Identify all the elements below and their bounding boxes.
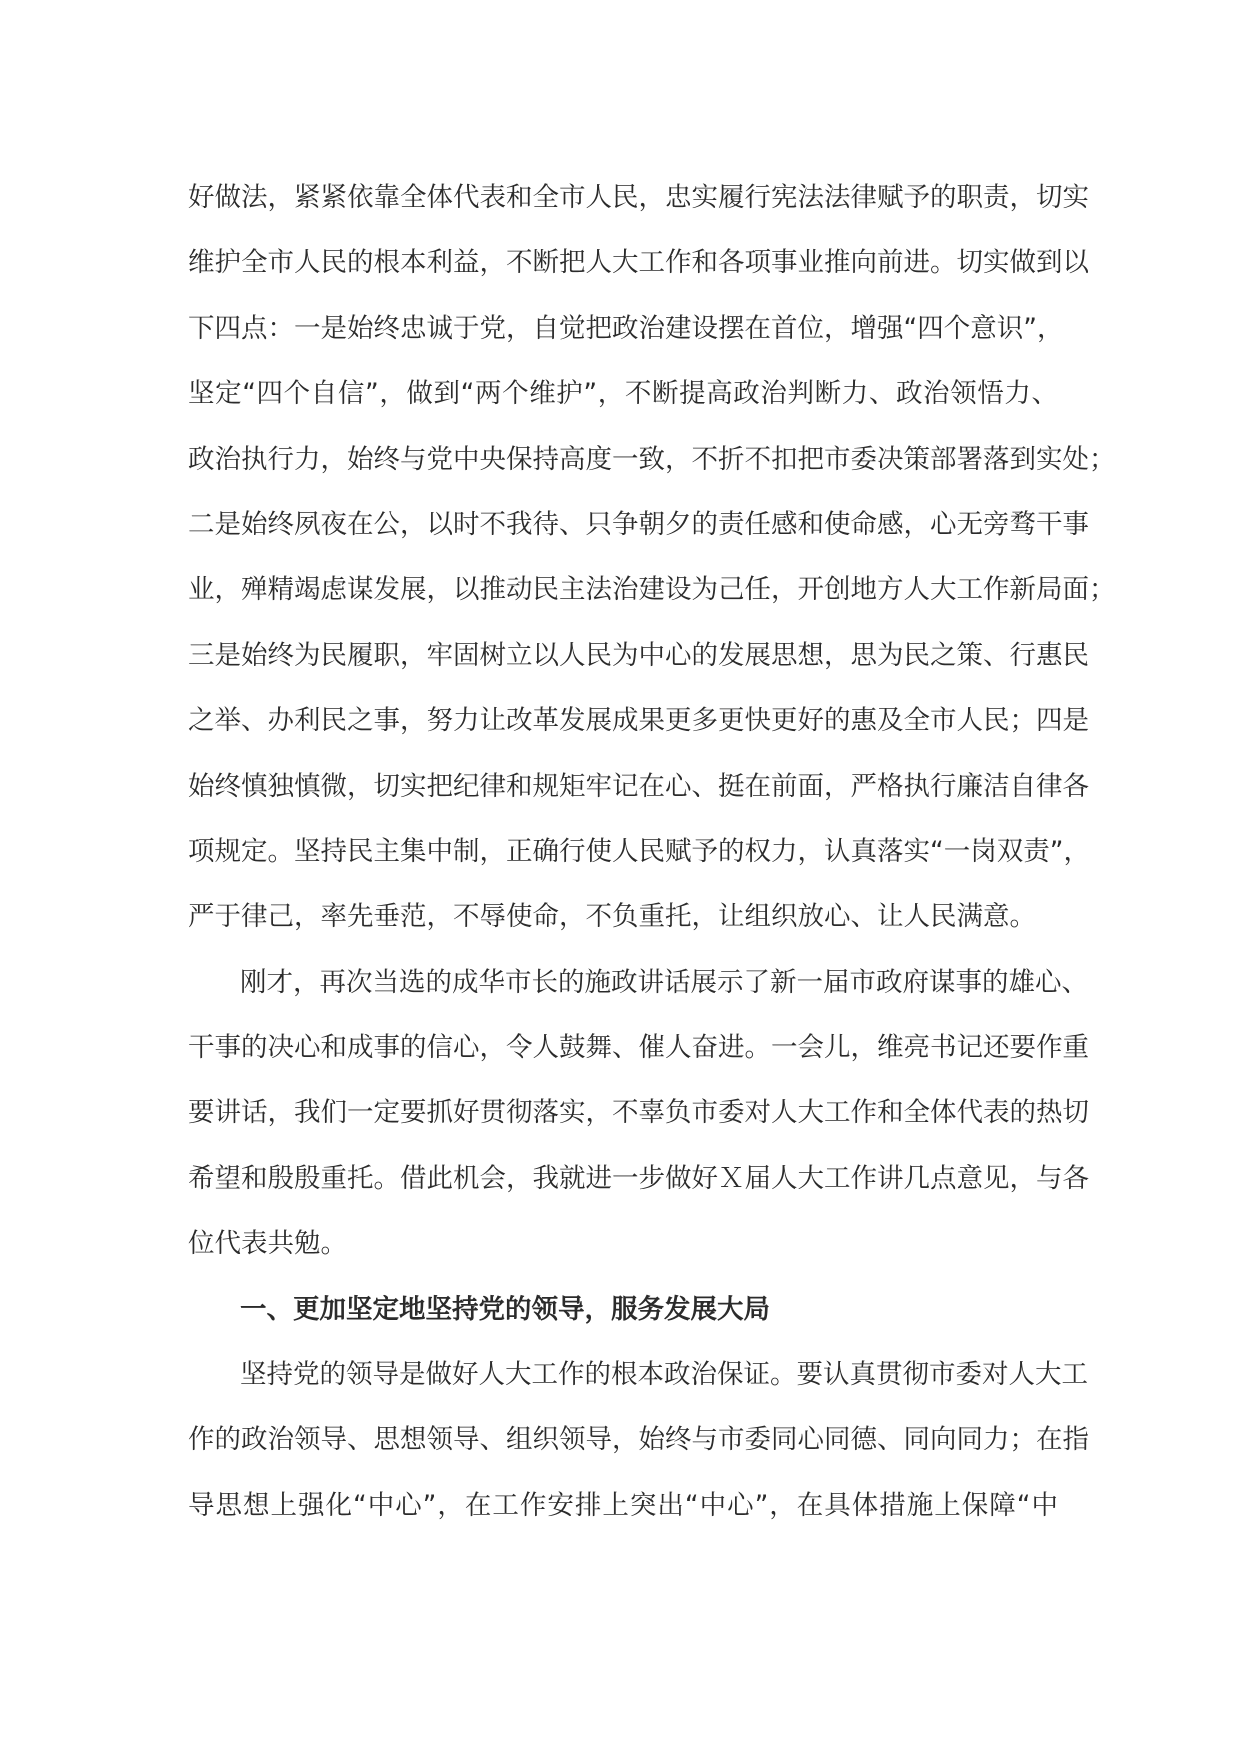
paragraph-party-leadership bbox=[188, 1342, 1089, 1538]
text-line: 严于律己，率先垂范，不辱使命，不负重托，让组织放心、让人民满意。 bbox=[188, 901, 1036, 933]
text-line: 坚持党的领导是做好人大工作的根本政治保证。要认真贯彻市委对人大工 bbox=[240, 1359, 1088, 1391]
text-line: 之举、办利民之事，努力让改革发展成果更多更快更好的惠及全市人民；四是 bbox=[188, 705, 1089, 737]
text-line: 位代表共勉。 bbox=[188, 1228, 347, 1260]
document-body bbox=[188, 165, 1116, 1538]
text-line: 要讲话，我们一定要抓好贯彻落实，不辜负市委对人大工作和全体代表的热切 bbox=[188, 1097, 1089, 1129]
text-line: 干事的决心和成事的信心，令人鼓舞、催人奋进。一会儿，维亮书记还要作重 bbox=[188, 1032, 1089, 1064]
text-line: 项规定。坚持民主集中制，正确行使人民赋予的权力，认真落实“一岗双责”， bbox=[188, 835, 1090, 867]
section-heading-text: 一、更加坚定地坚持党的领导，服务发展大局 bbox=[240, 1293, 770, 1325]
text-line: 导思想上强化“中心”，在工作安排上突出“中心”，在具体措施上保障“中 bbox=[188, 1489, 1058, 1521]
text-line: 希望和殷殷重托。借此机会，我就进一步做好Ｘ届人大工作讲几点意见，与各 bbox=[188, 1162, 1089, 1194]
text-line: 维护全市人民的根本利益，不断把人大工作和各项事业推向前进。切实做到以 bbox=[188, 247, 1089, 279]
text-line: 好做法，紧紧依靠全体代表和全市人民，忠实履行宪法法律赋予的职责，切实 bbox=[188, 182, 1089, 213]
text-line: 二是始终夙夜在公，以时不我待、只争朝夕的责任感和使命感，心无旁骛干事 bbox=[188, 508, 1089, 540]
text-line: 下四点：一是始终忠诚于党，自觉把政治建设摆在首位，增强“四个意识”， bbox=[188, 312, 1064, 344]
text-line: 三是始终为民履职，牢固树立以人民为中心的发展思想，思为民之策、行惠民 bbox=[188, 639, 1089, 671]
text-line: 始终慎独慎微，切实把纪律和规矩牢记在心、挺在前面，严格执行廉洁自律各 bbox=[188, 770, 1089, 802]
text-line: 作的政治领导、思想领导、组织领导，始终与市委同心同德、同向同力；在指 bbox=[188, 1424, 1089, 1456]
text-line: 坚定“四个自信”，做到“两个维护”，不断提高政治判断力、政治领悟力、 bbox=[188, 378, 1058, 410]
section-heading bbox=[188, 1277, 1058, 1342]
paragraph-speech-intro bbox=[188, 950, 1089, 1277]
text-line: 刚才，再次当选的成华市长的施政讲话展示了新一届市政府谋事的雄心、 bbox=[240, 966, 1088, 998]
text-line: 业，殚精竭虑谋发展，以推动民主法治建设为己任，开创地方人大工作新局面； bbox=[188, 574, 1116, 606]
paragraph-continuation bbox=[188, 165, 1116, 950]
text-line: 政治执行力，始终与党中央保持高度一致，不折不扣把市委决策部署落到实处； bbox=[188, 443, 1116, 475]
